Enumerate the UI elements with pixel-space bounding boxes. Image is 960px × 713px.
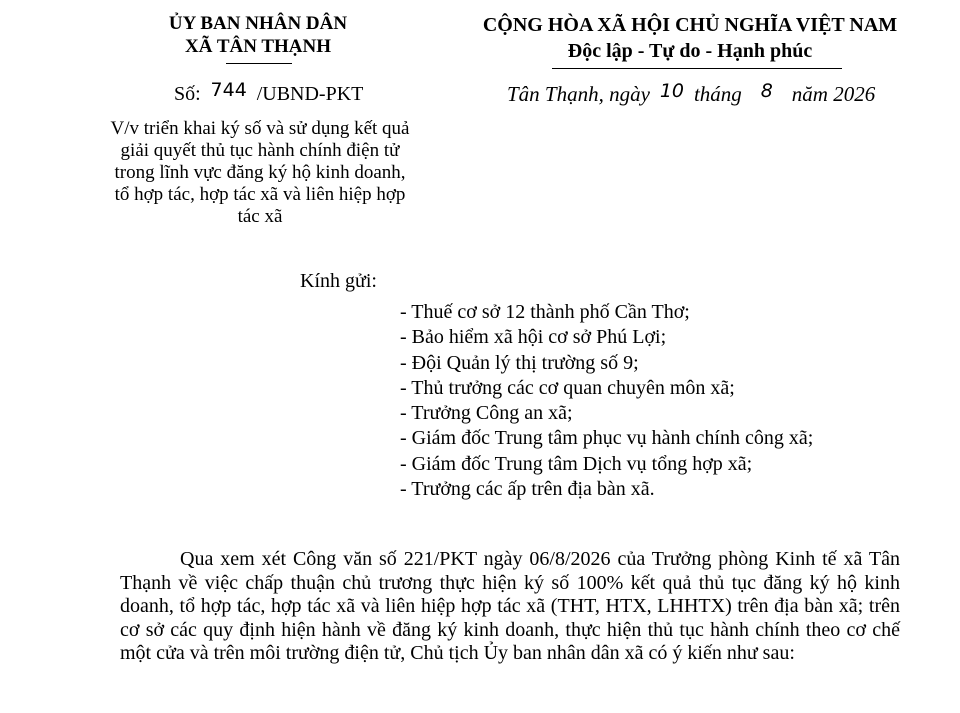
date-day: 10 bbox=[659, 80, 685, 102]
national-title: CỘNG HÒA XÃ HỘI CHỦ NGHĨA VIỆT NAM bbox=[482, 14, 898, 36]
document-number-suffix: /UBND-PKT bbox=[256, 83, 364, 105]
document-subject: V/v triển khai ký số và sử dụng kết quả giải quyết thủ tục hành chính điện tử trong lĩnh vực đăng ký hộ kinh doanh, tổ hợp tác, hợp tác xã và liên hiệp hợp tác xã bbox=[110, 118, 410, 227]
recipient-item: - Đội Quản lý thị trường số 9; bbox=[400, 351, 639, 374]
document-number-value: 744 bbox=[210, 79, 247, 101]
recipient-item: - Giám đốc Trung tâm Dịch vụ tổng hợp xã; bbox=[400, 452, 753, 475]
place-date-line bbox=[507, 82, 875, 107]
issuing-commune: XÃ TÂN THẠNH bbox=[184, 36, 332, 57]
date-month-label: tháng bbox=[693, 82, 742, 106]
body-paragraph: Qua xem xét Công văn số 221/PKT ngày 06/8/2026 của Trưởng phòng Kinh tế xã Tân Thạnh về việc chấp thuận chủ trương thực hiện ký số 100% kết quả thủ tục đăng ký hộ kinh doanh, tổ hợp tác, hợp tác xã và liên hiệp hợp tác xã (THT, HTX, LHHTX) trên địa bàn xã; trên cơ sở các quy định hiện hành về đăng ký kinh doanh, thực hiện thủ tục hành chính theo cơ chế một cửa và trên môi trường điện tử, Chủ tịch Ủy ban nhân dân xã có ý kiến như sau: bbox=[120, 548, 900, 664]
authority-underline bbox=[226, 63, 292, 64]
recipient-item: - Trưởng các ấp trên địa bàn xã. bbox=[400, 478, 655, 501]
recipient-item: - Giám đốc Trung tâm phục vụ hành chính công xã; bbox=[400, 427, 814, 450]
national-motto: Độc lập - Tự do - Hạnh phúc bbox=[567, 40, 813, 62]
recipient-item: - Bảo hiểm xã hội cơ sở Phú Lợi; bbox=[400, 326, 667, 349]
recipient-item: - Thủ trưởng các cơ quan chuyên môn xã; bbox=[400, 376, 735, 399]
document-number bbox=[174, 79, 364, 106]
recipient-item: - Thuế cơ sở 12 thành phố Cần Thơ; bbox=[400, 301, 690, 323]
date-month: 8 bbox=[760, 80, 773, 102]
document-number-prefix: Số: bbox=[174, 83, 201, 105]
issuing-authority: ỦY BAN NHÂN DÂN bbox=[168, 13, 348, 34]
date-year: năm 2026 bbox=[791, 82, 876, 106]
recipients-heading: Kính gửi: bbox=[300, 270, 377, 292]
recipient-item: - Trưởng Công an xã; bbox=[400, 402, 573, 425]
motto-underline bbox=[552, 68, 842, 69]
recipient-list bbox=[400, 300, 813, 502]
date-prefix: Tân Thạnh, ngày bbox=[507, 82, 650, 106]
